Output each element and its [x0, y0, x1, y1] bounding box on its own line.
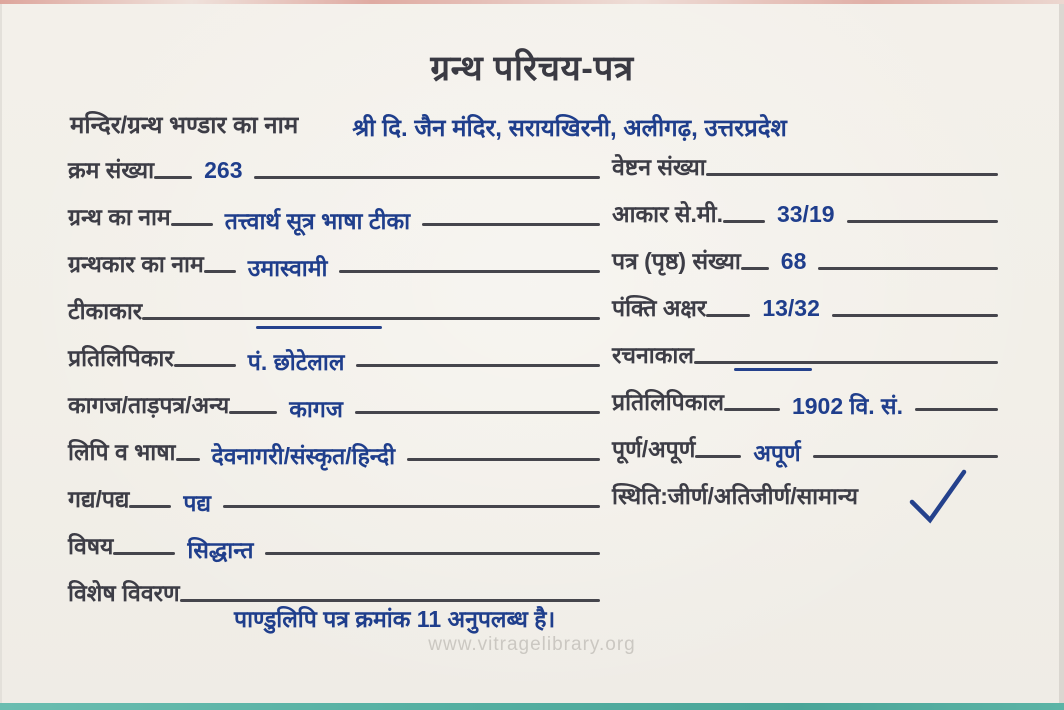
field-row-leaf-count [612, 247, 1004, 294]
field-value: 68 [780, 248, 807, 274]
rule-line [847, 220, 998, 223]
field-row-author-name [68, 250, 606, 297]
rule-line [818, 267, 998, 270]
field-row-repository [70, 110, 1030, 144]
rule-line [142, 317, 600, 320]
field-label: वेष्टन संख्या [612, 154, 706, 180]
field-row-copyist [68, 344, 606, 391]
field-label: मन्दिर/ग्रन्थ भण्डार का नाम [70, 112, 299, 139]
field-label: गद्य/पद्य [68, 486, 130, 512]
field-label: प्रतिलिपिकाल [612, 389, 724, 415]
field-value: अपूर्ण [753, 440, 801, 466]
watermark: www.vitragelibrary.org [428, 634, 636, 655]
field-value: श्री दि. जैन मंदिर, सरायखिरनी, अलीगढ़, उत्तरप्रदेश [352, 115, 787, 142]
field-value: पद्य [183, 490, 211, 516]
field-row-lines-letters [612, 294, 1004, 341]
field-label: ग्रन्थ का नाम [68, 204, 171, 230]
handwritten-dash [256, 326, 382, 329]
checkmark-icon [906, 468, 970, 526]
field-label: विशेष विवरण [68, 580, 180, 606]
field-label: कागज/ताड़पत्र/अन्य [68, 392, 230, 418]
rule-line [223, 505, 600, 508]
field-label: टीकाकार [68, 298, 143, 324]
rule-line [355, 411, 600, 414]
scan-edge-bottom [0, 703, 1064, 710]
rule-line [174, 364, 236, 367]
field-value: 33/19 [776, 201, 835, 227]
field-label: स्थिति:जीर्ण/अतिजीर्ण/सामान्य [612, 483, 858, 509]
scan-edge-top [0, 0, 1064, 4]
rule-line [694, 361, 998, 364]
right-column [612, 153, 1004, 529]
field-label: प्रतिलिपिकार [68, 345, 174, 371]
field-label: पंक्ति अक्षर [612, 295, 707, 321]
rule-line [422, 223, 600, 226]
rule-line [204, 270, 236, 273]
rule-line [695, 455, 741, 458]
rule-line [724, 408, 780, 411]
field-row-script-language [68, 438, 606, 485]
rule-line [113, 552, 175, 555]
field-value: 263 [204, 157, 243, 183]
rule-line [176, 458, 200, 461]
rule-line [356, 364, 600, 367]
rule-line [706, 314, 750, 317]
field-row-bundle-number [612, 153, 1004, 200]
field-label: क्रम संख्या [68, 157, 155, 183]
field-value: तत्त्वार्थ सूत्र भाषा टीका [224, 208, 411, 234]
field-row-size-cm [612, 200, 1004, 247]
rule-line [407, 458, 600, 461]
field-value: कागज [289, 396, 343, 422]
field-value: देवनागरी/संस्कृत/हिन्दी [211, 443, 396, 469]
field-row-serial-number [68, 156, 606, 203]
field-row-composition-date [612, 341, 1004, 388]
rule-line [171, 223, 213, 226]
rule-line [723, 220, 765, 223]
left-column [68, 156, 606, 643]
rule-line [915, 408, 998, 411]
page-title: ग्रन्थ परिचय-पत्र [430, 49, 634, 88]
field-label: आकार से.मी. [612, 201, 723, 227]
rule-line [254, 176, 600, 179]
field-row-subject [68, 532, 606, 579]
field-value: उमास्वामी [247, 255, 328, 281]
field-label: पूर्ण/अपूर्ण [612, 436, 696, 462]
field-value: पं. छोटेलाल [247, 349, 345, 375]
field-label: लिपि व भाषा [68, 439, 176, 465]
rule-line [741, 267, 769, 270]
field-row-prose-verse [68, 485, 606, 532]
rule-line [339, 270, 600, 273]
rule-line [706, 173, 998, 176]
scan-edge-left [0, 4, 2, 703]
field-value: 1902 वि. सं. [791, 393, 903, 419]
rule-line [813, 455, 998, 458]
rule-line [265, 552, 600, 555]
field-value: 13/32 [762, 295, 820, 321]
scan-edge-right [1059, 4, 1064, 703]
field-row-copy-date [612, 388, 1004, 435]
field-label: विषय [68, 533, 114, 559]
handwritten-dash [734, 368, 812, 371]
field-value: सिद्धान्त [187, 537, 254, 563]
field-row-manuscript-name [68, 203, 606, 250]
field-value: पाण्डुलिपि पत्र क्रमांक 11 अनुपलब्ध है। [234, 606, 556, 632]
field-label: ग्रन्थकार का नाम [68, 251, 204, 277]
field-row-condition [612, 482, 1004, 529]
field-label: पत्र (पृष्ठ) संख्या [612, 248, 741, 274]
rule-line [832, 314, 998, 317]
rule-line [129, 505, 171, 508]
field-row-commentator [68, 297, 606, 344]
field-row-material [68, 391, 606, 438]
rule-line [154, 176, 192, 179]
field-label: रचनाकाल [612, 342, 694, 368]
rule-line [229, 411, 277, 414]
